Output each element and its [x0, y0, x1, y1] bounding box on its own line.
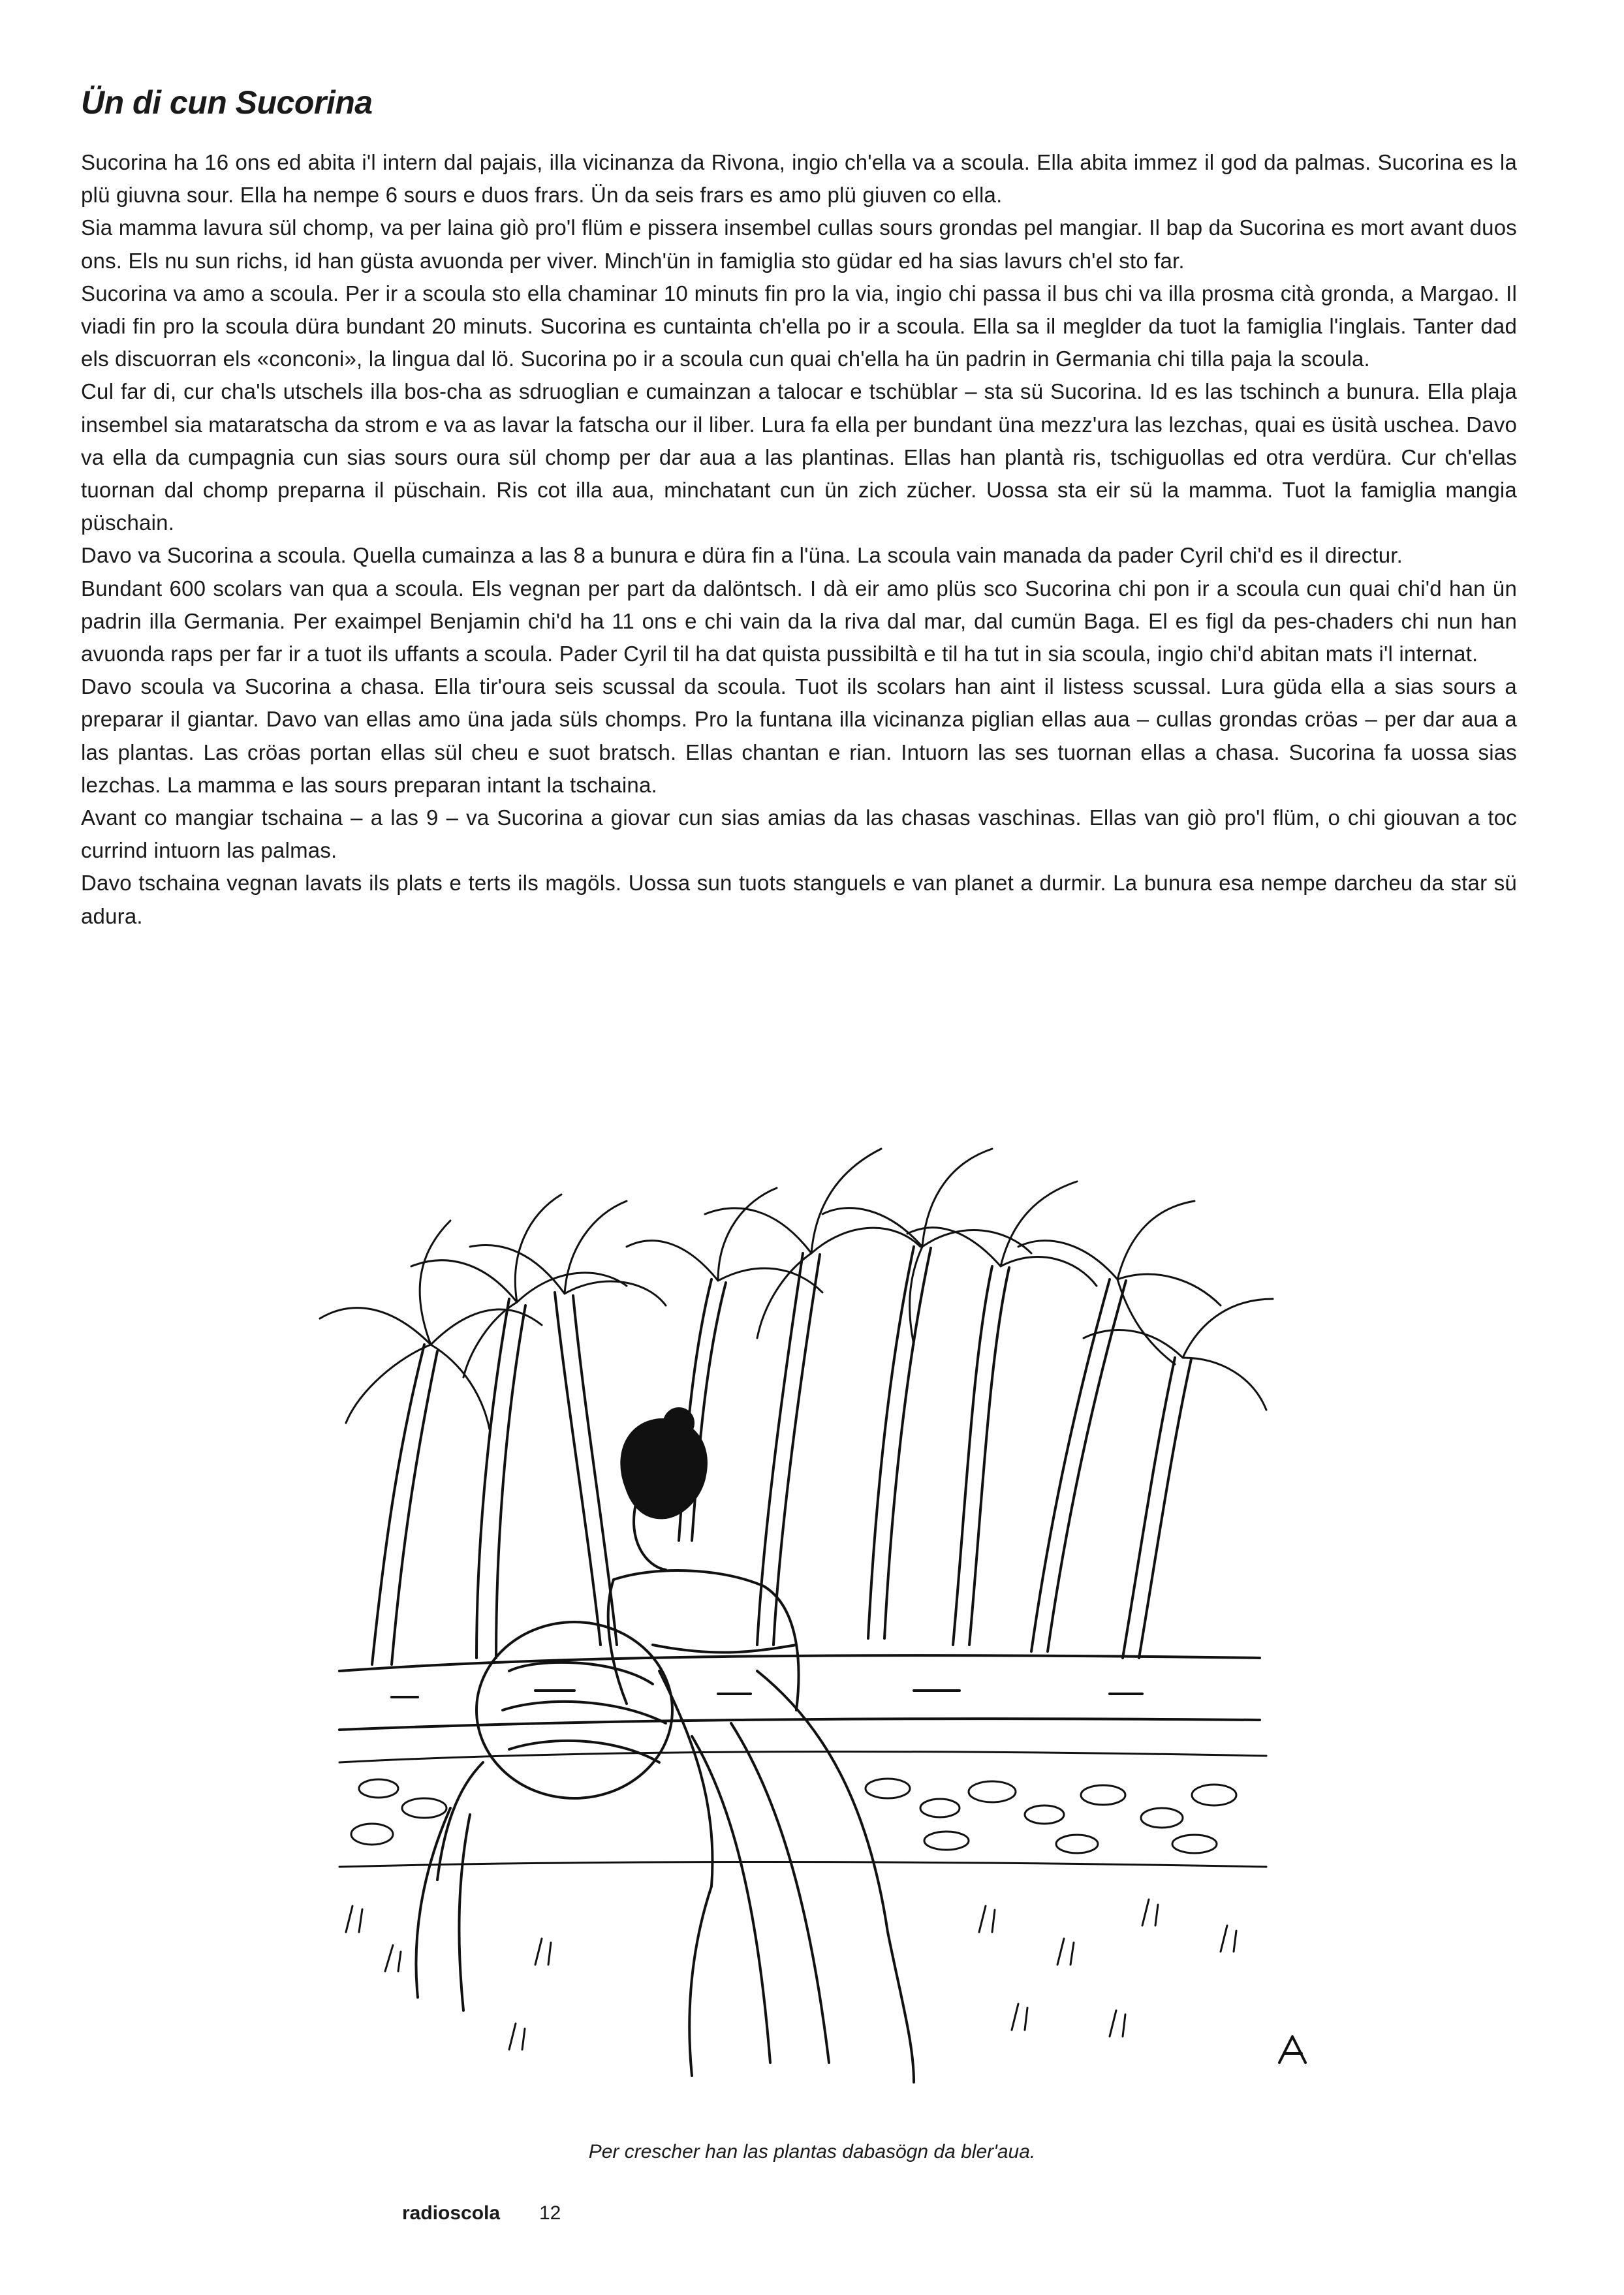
paragraph: Davo scoula va Sucorina a chasa. Ella tir'oura seis scussal da scoula. Tuot ils scolars han aint il listess scussal. Lura güda ella a sias sours a preparar il giantar. Davo van ellas amo üna jada süls chomps. Pro la funtana illa vicinanza piglian ellas aua – cullas grondas cröas – per dar aua a las plantas. Las cröas portan ellas sül cheu e suot bratsch. Ellas chantan e rian. Intuorn las ses tuornan ellas a chasa. Sucorina fa uossa sias lezchas. La mamma e las sours preparan intant la tschaina.	[81, 674, 1517, 797]
illustration	[261, 1084, 1351, 2121]
footer-source: radioscola	[402, 2202, 501, 2224]
artist-signature	[1279, 2037, 1305, 2063]
paragraph: Cul far di, cur cha'ls utschels illa bos-cha as sdruoglian e cumainzan a talocar e tschüblar – sta sü Sucorina. Id es las tschinch a bunura. Ella plaja insembel sia mataratscha da strom e va as lavar la fatscha our il liber. Lura fa ella per bundant üna mezz'ura las lezchas, quai es üsità uschea. Davo va ella da cumpagnia cun sias sours oura sül chomp per dar aua a las plantinas. Ellas han plantà ris, tschiguollas ed otra verdüra. Cur ch'ellas tuornan dal chomp preparna il püschain. Ris cot illa aua, minchatant cun ün zich zücher. Uossa sta eir sü la mamma. Tuot la famiglia mangia püschain.	[81, 379, 1517, 535]
water-pot	[416, 1622, 672, 2010]
paragraph: Davo tschaina vegnan lavats ils plats e terts ils magöls. Uossa sun tuots stanguels e van planet a durmir. La bunura esa nempe darcheu da star sü adura.	[81, 871, 1517, 928]
article-body	[81, 146, 1517, 933]
paragraph: Sucorina ha 16 ons ed abita i'l intern dal pajais, illa vicinanza da Rivona, ingio ch'ella va a scoula. Ella abita immez il god da palmas. Sucorina es la plü giuvna sour. Ella ha nempe 6 sours e duos frars. Ün da seis frars es amo plü giuven co ella.	[81, 150, 1517, 208]
paragraph: Avant co mangiar tschaina – a las 9 – va Sucorina a giovar cun sias amias da las chasas vaschinas. Ellas van giò pro'l flüm, o chi giouvan a toc currind intuorn las palmas.	[81, 805, 1517, 863]
page-title: Ün di cun Sucorina	[81, 84, 373, 121]
figure-caption: Per crescher han las plantas dabasögn da bler'aua.	[588, 2141, 1036, 2162]
palm-grove-drawing	[261, 1084, 1351, 2121]
woman-figure	[608, 1409, 914, 2082]
paragraph: Davo va Sucorina a scoula. Quella cumainza a las 8 a bunura e düra fin a l'üna. La scoula vain manada da pader Cyril chi'd es il directur.	[81, 543, 1403, 568]
paragraph: Bundant 600 scolars van qua a scoula. Els vegnan per part da dalöntsch. I dà eir amo plüs sco Sucorina chi pon ir a scoula cun quai chi'd han ün padrin illa Germania. Per exaimpel Benjamin chi'd ha 11 ons e chi vain da la riva dal mar, dal cumün Baga. El es figl da pes-chaders chi nun han avuonda raps per far ir a tuot ils uffants a scoula. Pader Cyril til ha dat quista pussibiltà e til ha tut in sia scoula, ingio chi'd abitan mats i'l internat.	[81, 576, 1517, 666]
paragraph: Sucorina va amo a scoula. Per ir a scoula sto ella chaminar 10 minuts fin pro la via, ingio chi passa il bus chi va illa prosma cità gronda, a Margao. Il viadi fin pro la scoula düra bundant 20 minuts. Sucorina es cuntainta ch'ella po ir a scoula. Ella sa il meglder da tuot la famiglia l'inglais. Tanter dad els discuorran els «conconi», la lingua dal lö. Sucorina po ir a scoula cun quai ch'ella ha ün padrin in Germania chi tilla paja la scoula.	[81, 281, 1517, 371]
paragraph: Sia mamma lavura sül chomp, va per laina giò pro'l flüm e pissera insembel cullas sours grondas pel mangiar. Il bap da Sucorina es mort avant duos ons. Els nu sun richs, id han güsta avuonda per viver. Minch'ün in famiglia sto güdar ed ha sias lavurs ch'el sto far.	[81, 215, 1517, 273]
grass	[346, 1899, 1236, 2050]
page-number: 12	[539, 2202, 561, 2224]
